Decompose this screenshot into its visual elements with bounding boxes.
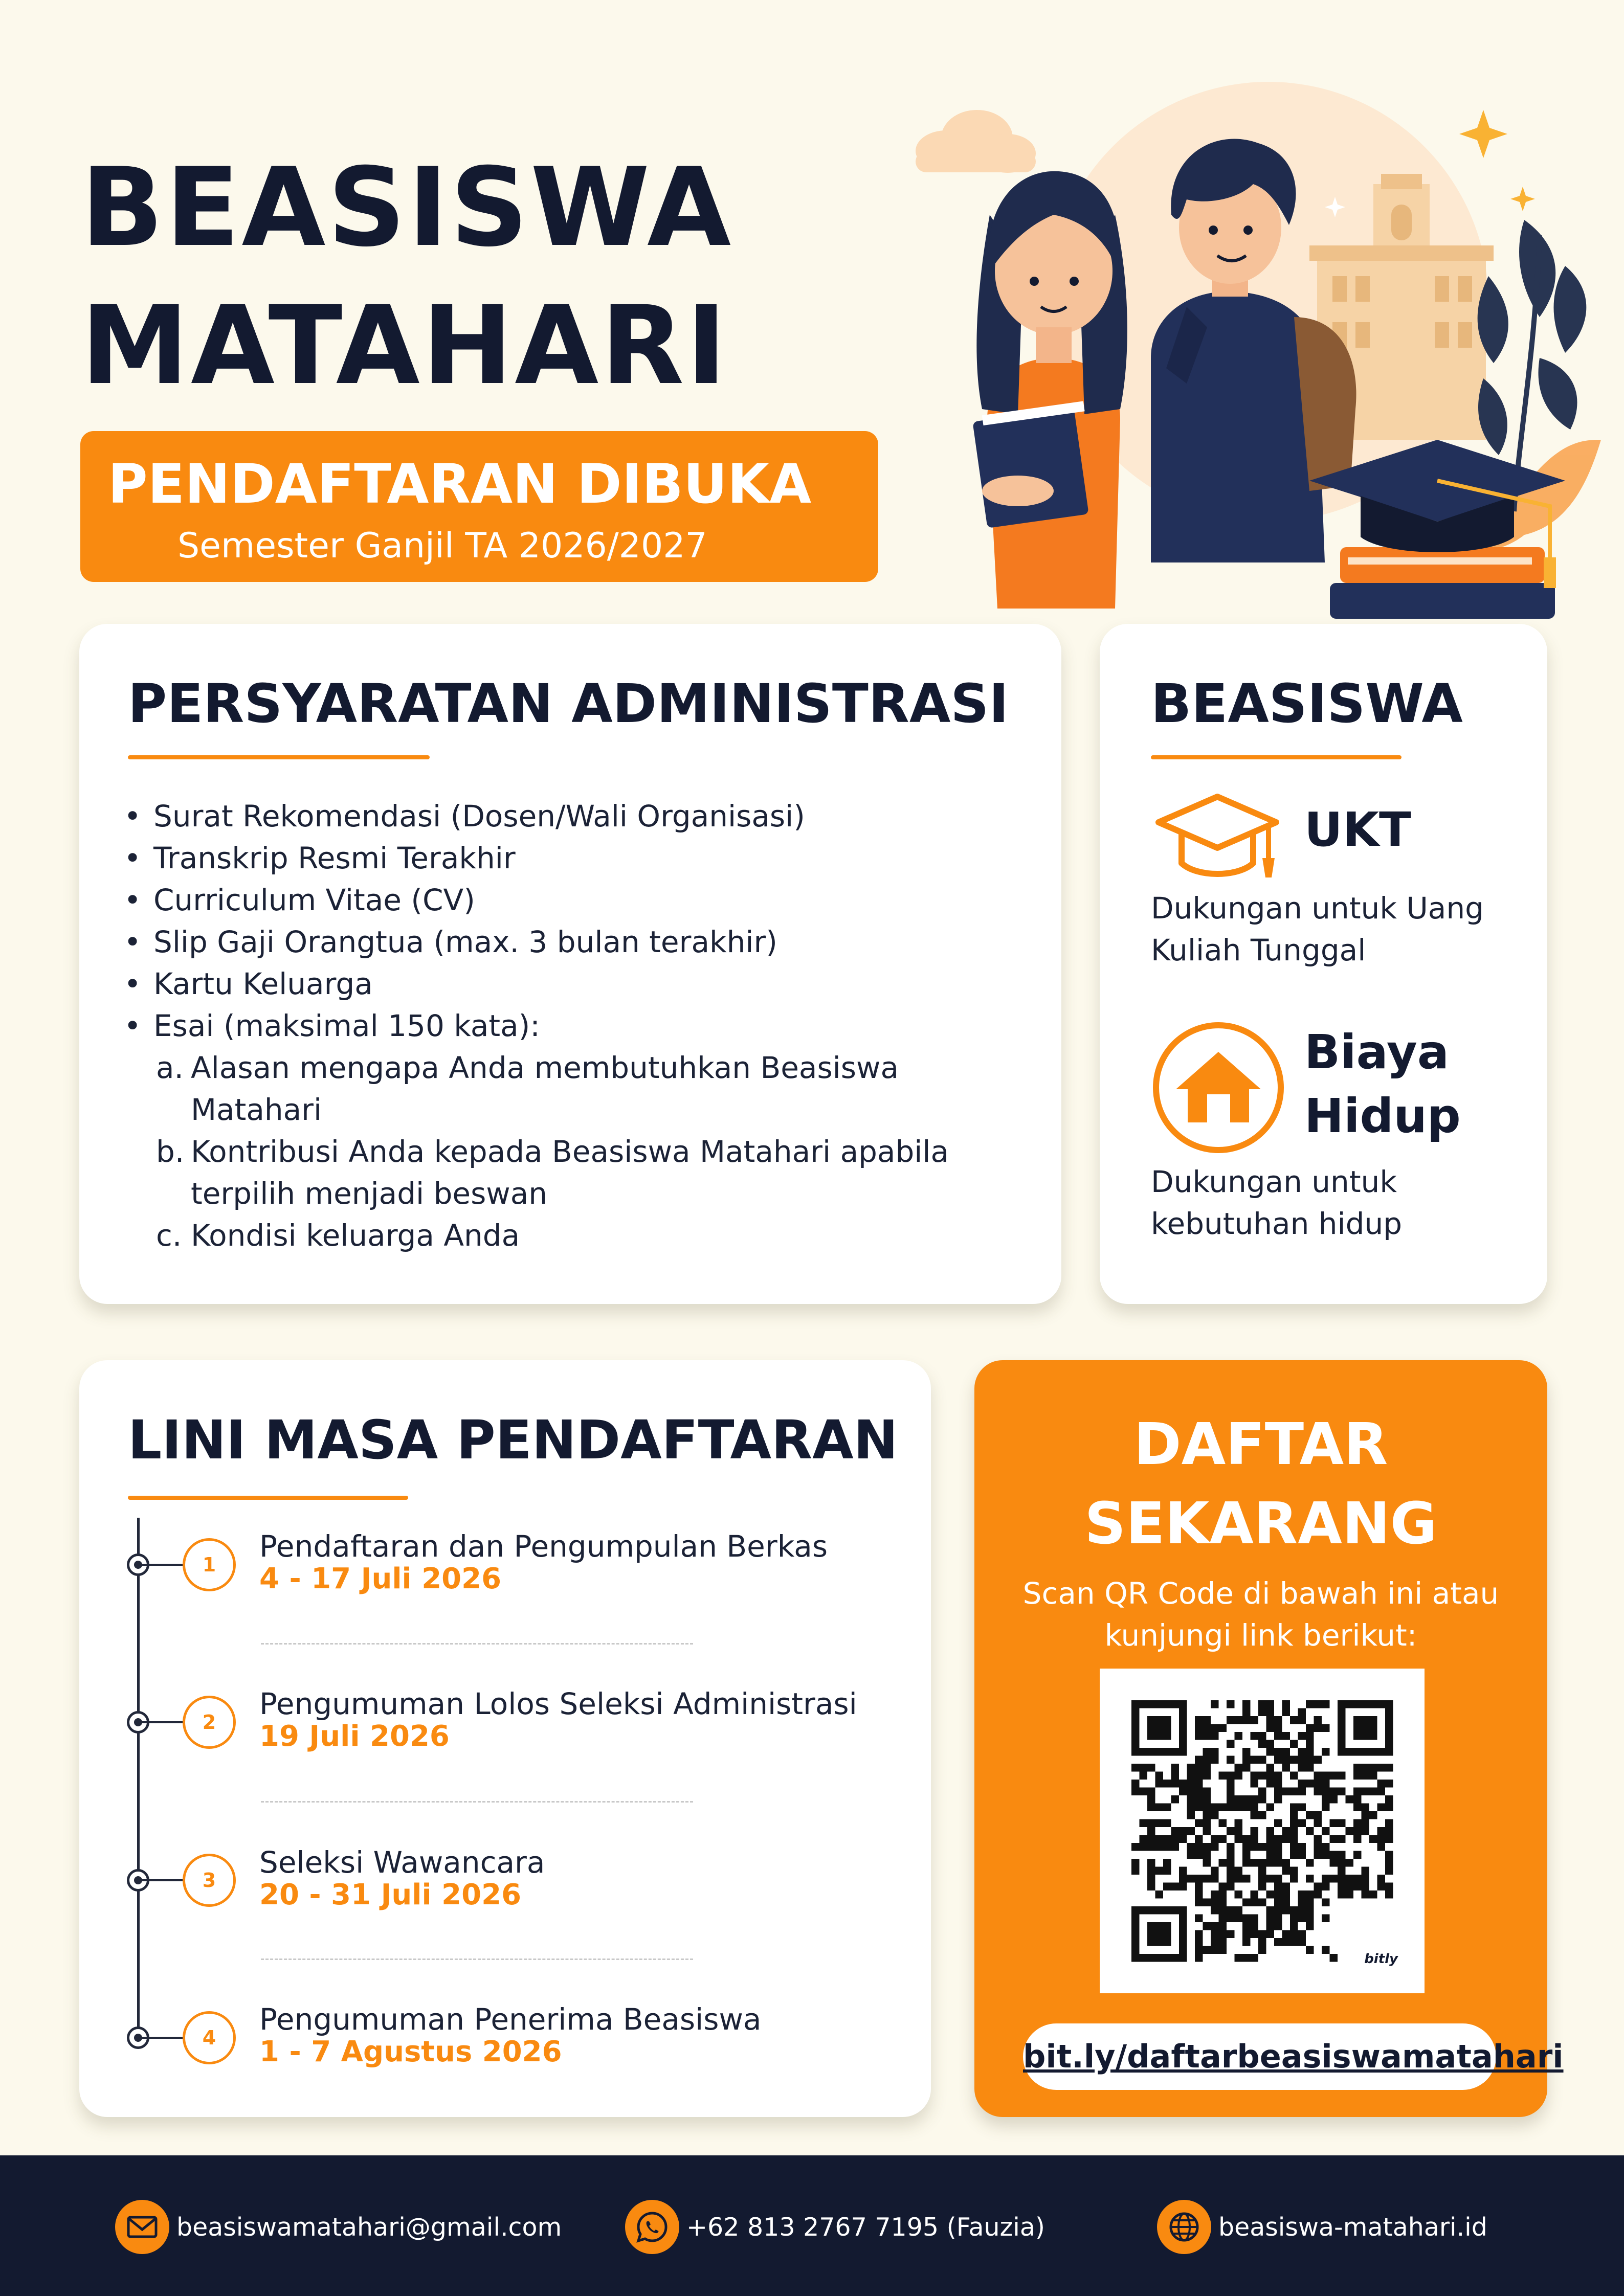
step-divider: [261, 1801, 693, 1803]
banner-title: PENDAFTARAN DIBUKA: [108, 453, 812, 515]
requirement-item: • Curriculum Vitae (CV): [153, 879, 1023, 921]
book-stack-icon: [1330, 547, 1555, 619]
title-line-2: MATAHARI: [81, 282, 729, 409]
register-card: [974, 1360, 1564, 2117]
benefit-desc: Dukungan untuk Uang: [1151, 891, 1484, 926]
step-label: Pengumuman Lolos Seleksi Administrasi: [259, 1686, 857, 1721]
essay-text: Kondisi keluarga Anda: [191, 1218, 520, 1253]
footer-website-text: beasiswa-matahari.id: [1218, 2212, 1487, 2242]
benefits-card: [1100, 624, 1547, 1304]
banner-subtitle: Semester Ganjil TA 2026/2027: [177, 526, 707, 566]
benefit-desc: Dukungan untuk: [1151, 1164, 1397, 1199]
cta-instructions: kunjungi link berikut:: [1104, 1618, 1417, 1653]
qr-code[interactable]: [1100, 1669, 1425, 1993]
step-date: 20 - 31 Juli 2026: [259, 1878, 522, 1911]
benefit-name: Biaya: [1304, 1025, 1449, 1079]
requirement-item: • Kartu Keluarga: [153, 963, 1023, 1005]
essay-letter: a.: [156, 1050, 184, 1085]
title-line-1: BEASISWA: [81, 144, 733, 271]
step-date: 19 Juli 2026: [259, 1720, 450, 1753]
benefit-desc: kebutuhan hidup: [1151, 1206, 1403, 1241]
timeline-line: [137, 1518, 140, 2037]
essay-text: Alasan mengapa Anda membutuhkan Beasiswa: [191, 1050, 899, 1085]
title-underline: [128, 1496, 408, 1500]
registration-link[interactable]: bit.ly/daftarbeasiswamatahari: [1023, 2023, 1496, 2090]
cta-instructions: Scan QR Code di bawah ini atau: [1022, 1576, 1499, 1611]
requirement-item: • Slip Gaji Orangtua (max. 3 bulan terakhir): [153, 921, 1023, 963]
step-label: Pengumuman Penerima Beasiswa: [259, 2002, 762, 2037]
essay-text: terpilih menjadi beswan: [191, 1176, 548, 1211]
requirements-title: PERSYARATAN ADMINISTRASI: [128, 672, 1009, 735]
benefit-name-ukt: UKT: [1304, 802, 1411, 857]
step-divider: [261, 1643, 693, 1645]
step-date: 1 - 7 Agustus 2026: [259, 2035, 562, 2068]
email-icon: [115, 2200, 169, 2254]
qr-code-image: [1100, 1669, 1425, 1993]
footer-phone-text: +62 813 2767 7195 (Fauzia): [686, 2212, 1045, 2242]
requirements-list: [153, 795, 1023, 1256]
essay-point: [153, 1131, 1023, 1214]
footer-email[interactable]: [115, 2199, 562, 2255]
timeline-connector: [138, 1721, 184, 1723]
requirement-item: • Surat Rekomendasi (Dosen/Wali Organisasi): [153, 795, 1023, 837]
timeline-connector: [138, 2037, 184, 2039]
step-date: 4 - 17 Juli 2026: [259, 1562, 502, 1595]
title-underline: [128, 755, 430, 759]
cta-title: SEKARANG: [1084, 1491, 1437, 1557]
registration-banner: [80, 431, 878, 582]
benefit-desc: Kuliah Tunggal: [1151, 933, 1366, 967]
whatsapp-icon: [625, 2200, 679, 2254]
step-divider: [261, 1959, 693, 1960]
girl-student: [972, 171, 1127, 609]
requirement-item: • Transkrip Resmi Terakhir: [153, 837, 1023, 879]
title-underline: [1151, 755, 1401, 759]
students-illustration: [900, 51, 1606, 685]
requirement-item: • Esai (maksimal 150 kata):: [153, 1005, 1023, 1047]
step-number: 1: [183, 1538, 236, 1591]
timeline-connector: [138, 1564, 184, 1566]
footer-phone[interactable]: [625, 2199, 1045, 2255]
sparkle-icon: [1459, 110, 1535, 211]
cta-title: DAFTAR: [1133, 1411, 1388, 1478]
essay-point: [153, 1047, 1023, 1131]
step-number: 3: [183, 1854, 236, 1907]
qr-brand: bitly: [1364, 1951, 1398, 1967]
timeline-title: LINI MASA PENDAFTARAN: [128, 1409, 898, 1471]
cloud-icon: [916, 110, 1036, 173]
benefits-title: BEASISWA: [1151, 672, 1463, 735]
step-label: Seleksi Wawancara: [259, 1845, 545, 1880]
graduation-cap-icon: [1151, 786, 1284, 889]
footer-website[interactable]: [1157, 2199, 1487, 2255]
essay-letter: b.: [156, 1134, 185, 1169]
step-number: 2: [183, 1696, 236, 1749]
essay-point: [153, 1214, 1023, 1256]
essay-text: Matahari: [191, 1092, 322, 1127]
essay-text: Kontribusi Anda kepada Beasiswa Matahari apabila: [191, 1134, 949, 1169]
house-icon: [1151, 1020, 1286, 1156]
step-label: Pendaftaran dan Pengumpulan Berkas: [259, 1529, 828, 1564]
step-number: 4: [183, 2011, 236, 2064]
timeline-connector: [138, 1879, 184, 1881]
globe-icon: [1157, 2200, 1211, 2254]
benefit-name: Hidup: [1304, 1089, 1461, 1143]
footer: [0, 2155, 1624, 2296]
essay-letter: c.: [156, 1218, 182, 1253]
footer-email-text: beasiswamatahari@gmail.com: [176, 2212, 562, 2242]
